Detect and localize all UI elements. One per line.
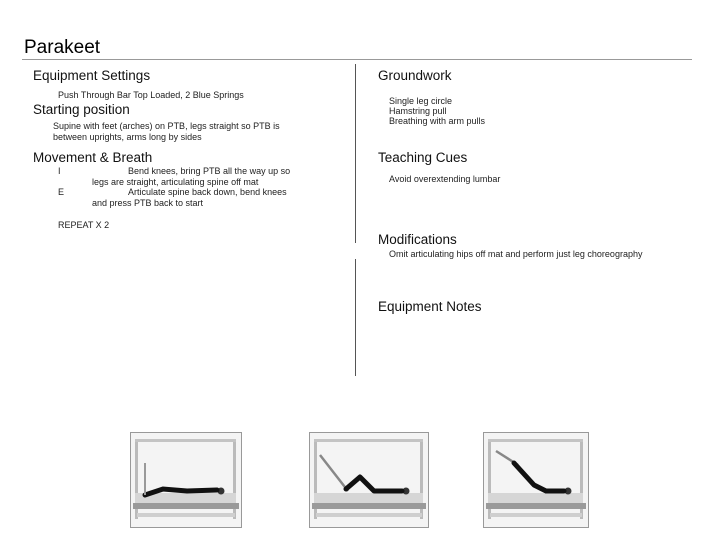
groundwork-item: Breathing with arm pulls [389,116,486,126]
teaching-cues-text: Avoid overextending lumbar [389,174,501,184]
modifications-text: Omit articulating hips off mat and perform just leg choreography [389,249,643,259]
repeat-count: REPEAT X 2 [58,220,110,230]
exhale-marker: E [58,187,65,197]
inhale-line-2: legs are straight, articulating spine off mat [92,177,259,187]
page-title: Parakeet [24,37,101,58]
inhale-line-1: Bend knees, bring PTB all the way up so [128,166,291,176]
exercise-photo-end [483,432,589,528]
exhale-line-2: and press PTB back to start [92,198,204,208]
equipment-settings-text: Push Through Bar Top Loaded, 2 Blue Springs [58,90,244,100]
groundwork-item: Single leg circle [389,96,453,106]
groundwork-item: Hamstring pull [389,106,447,116]
starting-position-heading: Starting position [33,102,130,117]
exercise-photo-middle [309,432,429,528]
starting-position-line-1: Supine with feet (arches) on PTB, legs straight so PTB is [53,121,280,131]
groundwork-heading: Groundwork [378,68,452,83]
starting-position-line-2: between uprights, arms long by sides [53,132,202,142]
equipment-settings-heading: Equipment Settings [33,68,151,83]
teaching-cues-heading: Teaching Cues [378,150,468,165]
equipment-notes-heading: Equipment Notes [378,299,482,314]
modifications-heading: Modifications [378,232,457,247]
title-divider [22,59,692,60]
movement-breath-heading: Movement & Breath [33,150,153,165]
exhale-line-1: Articulate spine back down, bend knees [128,187,287,197]
inhale-marker: I [58,166,61,176]
column-divider-gap [353,243,358,259]
exercise-photo-start [130,432,242,528]
column-divider [355,64,356,376]
